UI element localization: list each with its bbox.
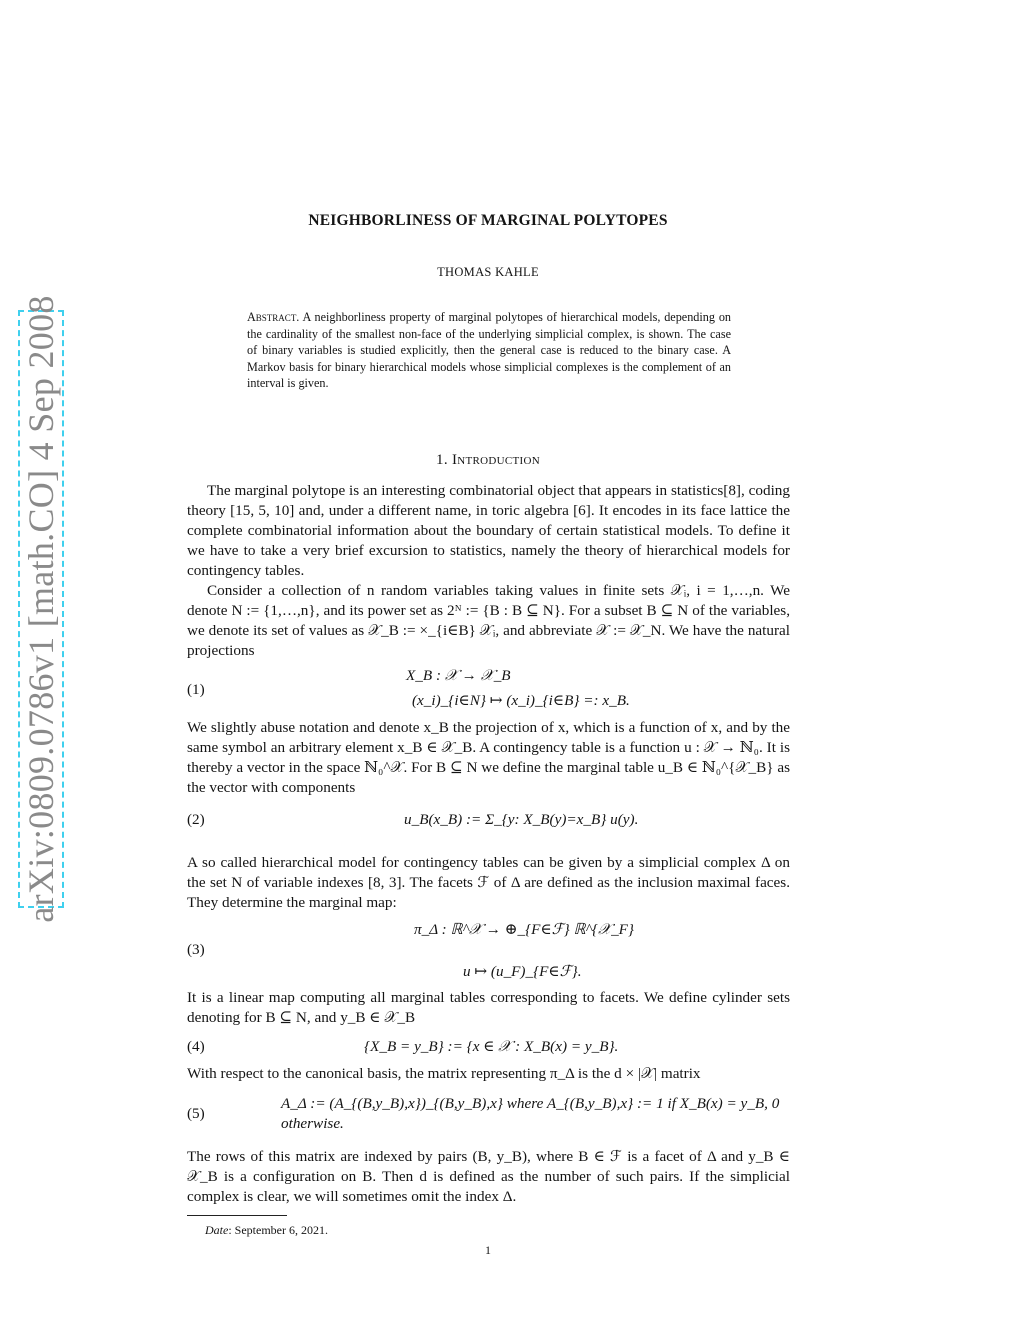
abstract-label: Abstract. (247, 310, 300, 324)
paragraph-5: It is a linear map computing all marginal tables corresponding to facets. We define cylinder sets denoting for B ⊆ N, and y_B ∈ 𝒳_B (187, 989, 790, 1026)
footnote-label: Date (205, 1223, 229, 1237)
section-title: Introduction (451, 452, 540, 468)
author: THOMAS KAHLE (437, 265, 539, 279)
equation-number-2: (2) (187, 811, 205, 828)
footnote (205, 1223, 328, 1238)
abstract (247, 309, 731, 392)
equation-2: u_B(x_B) := Σ_{y: X_B(y)=x_B} u(y). (404, 811, 639, 828)
arxiv-sidebar[interactable] (18, 295, 64, 923)
equation-5: A_Δ := (A_{(B,y_B),x})_{(B,y_B),x} where A_{(B,y_B),x} := 1 if X_B(x) = y_B, 0 otherwise. (281, 1095, 780, 1132)
paragraph-2: Consider a collection of n random variables taking values in finite sets 𝒳ᵢ, i = 1,…,n. We denote N := {1,…,n}, and its power set as 2ᴺ := {B : B ⊆ N}. For a subset B ⊆ N of the variables, we denote its set of values as 𝒳_B := ×_{i∈B} 𝒳ᵢ, and abbreviate 𝒳 := 𝒳_N. We have the natural projections (187, 582, 790, 659)
footnote-rule (187, 1215, 287, 1216)
equation-3b: u ↦ (u_F)_{F∈ℱ}. (463, 963, 582, 980)
equation-number-4: (4) (187, 1038, 205, 1055)
paper-title: NEIGHBORLINESS OF MARGINAL POLYTOPES (308, 212, 668, 229)
paragraph-3: We slightly abuse notation and denote x_B the projection of x, which is a function of x, and by the same symbol an arbitrary element x_B ∈ 𝒳_B. A contingency table is a function u : 𝒳 → ℕ₀. It is thereby a vector in the space ℕ₀^𝒳. For B ⊆ N we define the marginal table u_B ∈ ℕ₀^{𝒳_B} as the vector with components (187, 719, 790, 796)
paragraph-6: With respect to the canonical basis, the matrix representing π_Δ is the d × |𝒳| matrix (187, 1065, 701, 1082)
equation-1a: X_B : 𝒳 → 𝒳_B (406, 667, 511, 684)
equation-4: {X_B = y_B} := {x ∈ 𝒳 : X_B(x) = y_B}. (364, 1038, 619, 1055)
arxiv-id: arXiv:0809.0786v1 [math.CO] 4 Sep 2008 (21, 295, 61, 923)
equation-3a: π_Δ : ℝ^𝒳 → ⊕_{F∈ℱ} ℝ^{𝒳_F} (414, 921, 635, 938)
footnote-text: : September 6, 2021. (228, 1223, 328, 1237)
section-number: 1. (436, 452, 448, 468)
paragraph-4: A so called hierarchical model for contingency tables can be given by a simplicial complex Δ on the set N of variable indexes [8, 3]. The facets ℱ of Δ are defined as the inclusion maximal faces. They determine the marginal map: (187, 854, 790, 911)
paragraph-7: The rows of this matrix are indexed by pairs (B, y_B), where B ∈ ℱ is a facet of Δ and y_B ∈ 𝒳_B is a configuration on B. Then d is defined as the number of such pairs. If the simplicial complex is clear, we will sometimes omit the index Δ. (187, 1148, 790, 1205)
page-number: 1 (485, 1243, 491, 1257)
paragraph-1: The marginal polytope is an interesting combinatorial object that appears in statistics[8], coding theory [15, 5, 10] and, under a different name, in toric algebra [6]. It encodes in its face lattice the complete combinatorial information about the boundary of certain statistical models. To define it we have to take a very brief excursion to statistics, namely the theory of hierarchical models for contingency tables. (187, 482, 790, 579)
equation-1b: (x_i)_{i∈N} ↦ (x_i)_{i∈B} =: x_B. (412, 692, 630, 709)
equation-number-1: (1) (187, 681, 205, 698)
equation-number-5: (5) (187, 1105, 205, 1122)
section-heading (0, 452, 976, 469)
equation-number-3: (3) (187, 941, 205, 958)
abstract-text: A neighborliness property of marginal polytopes of hierarchical models, depending on the cardinality of the smallest non-face of the underlying simplicial complex, is shown. The case of binary variables is studied explicitly, then the general case is reduced to the binary case. A Markov basis for binary hierarchical models whose simplicial complexes is the complement of an interval is given. (247, 310, 732, 390)
